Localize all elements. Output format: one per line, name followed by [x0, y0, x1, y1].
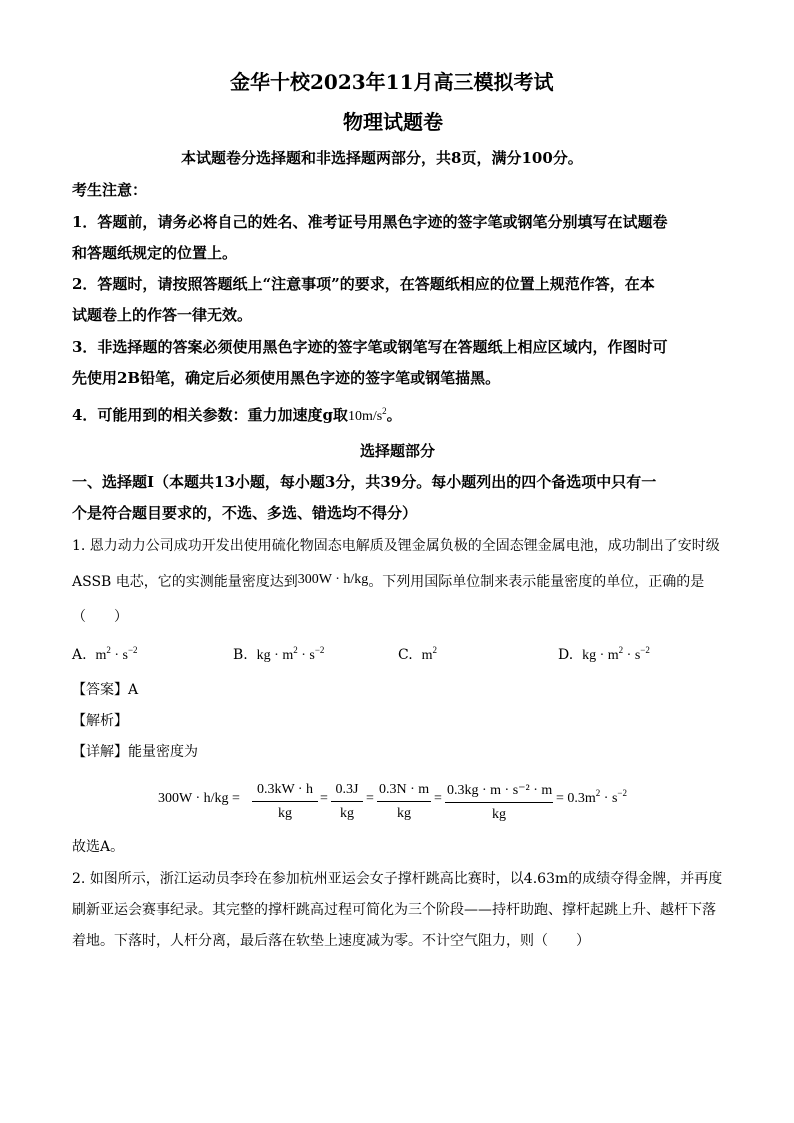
equation-fraction-4: $\frac{\text{0.3kg · m · s⁻² · m}}{kg}$ — [447, 783, 553, 822]
q1-option-b: B. kg · $m^2 \cdot s^{-2}$ — [233, 645, 325, 663]
q1-stem-line-2: ASSB 电芯，它的实测能量密度达到300W · h/kg。下列用国际单位制来表示能量密度的单位，正确的是 — [72, 572, 705, 590]
q1-stem-line-3: （ ） — [72, 609, 128, 625]
exam-title: 金华十校2023年11月高三模拟考试 — [230, 70, 554, 94]
notice-item-4-text: 4．可能用到的相关参数：重力加速度g取 — [72, 406, 348, 424]
equation-equals-2: = — [366, 791, 374, 806]
q1-option-a: A. $m^2 \cdot s^{-2}$ — [72, 645, 138, 663]
section-heading-line-1: 一、选择题Ⅰ（本题共13小题，每小题3分，共39分。每小题列出的四个备选项中只有一 — [72, 473, 657, 491]
notice-item-4-end: 。 — [386, 406, 402, 424]
equation-rhs: = $0.3m^2 \cdot s^{-2}$ — [556, 788, 627, 806]
notice-item-3-line-2: 先使用2B铅笔，确定后必须使用黑色字迹的签字笔或钢笔描黑。 — [72, 369, 501, 387]
q1-detail: 【详解】能量密度为 — [72, 744, 198, 760]
notice-item-1-line-1: 1．答题前，请务必将自己的姓名、准考证号用黑色字迹的签字笔或钢笔分别填写在试题卷 — [72, 213, 668, 231]
equation-equals-3: = — [434, 791, 442, 806]
equation-fraction-1: $\frac{0.3kW \cdot h}{kg}$ — [252, 782, 318, 822]
notice-item-1-line-2: 和答题纸规定的位置上。 — [72, 244, 238, 262]
q1-conclusion: 故选A。 — [72, 839, 125, 855]
q1-option-c: C. $m^2$ — [398, 645, 437, 663]
section-heading-line-2: 个是符合题目要求的，不选、多选、错选均不得分） — [72, 504, 418, 522]
paper-subtitle: 物理试题卷 — [343, 110, 443, 134]
q1-stem-line-1: 1. 恩力动力公司成功开发出使用硫化物固态电解质及锂金属负极的全固态锂金属电池，成功制出了安时级 — [72, 538, 720, 554]
equation-fraction-3: $\frac{0.3N \cdot m}{kg}$ — [379, 782, 430, 821]
paper-info: 本试题卷分选择题和非选择题两部分，共8页，满分100分。 — [181, 149, 583, 167]
equation-fraction-2: $\frac{0.3J}{kg}$ — [331, 782, 363, 822]
q2-stem-line-3: 着地。下落时，人杆分离，最后落在软垫上速度减为零。不计空气阻力，则（ ） — [72, 933, 590, 949]
notice-item-2-line-2: 试题卷上的作答一律无效。 — [72, 306, 253, 324]
q1-option-d: D. kg · $m^2 \cdot s^{-2}$ — [558, 645, 650, 663]
equation-equals-1: = — [320, 791, 328, 806]
notice-item-4 — [72, 408, 402, 424]
section-title: 选择题部分 — [360, 442, 436, 460]
equation-lhs: 300W · h/kg = — [158, 791, 240, 806]
q2-stem-line-1: 2. 如图所示，浙江运动员李玲在参加杭州亚运会女子撑杆跳高比赛时，以4.63m的成绩夺得金牌，并再度 — [72, 871, 723, 887]
q2-stem-line-2: 刷新亚运会赛事纪录。其完整的撑杆跳高过程可简化为三个阶段——持杆助跑、撑杆起跳上升、越杆下落 — [72, 902, 716, 918]
energy-density-value: 300W · h/kg — [297, 572, 369, 587]
notice-item-3-line-1: 3．非选择题的答案必须使用黑色字迹的签字笔或钢笔写在答题纸上相应区域内，作图时可 — [72, 338, 668, 356]
q1-answer: 【答案】A — [72, 682, 139, 698]
q1-analysis-label: 【解析】 — [72, 713, 128, 729]
notice-item-2-line-1: 2．答题时，请按照答题纸上“注意事项”的要求，在答题纸相应的位置上规范作答，在本 — [72, 275, 655, 293]
notice-heading: 考生注意： — [72, 181, 148, 199]
gravity-unit: $10m/s^2$ — [347, 406, 387, 424]
